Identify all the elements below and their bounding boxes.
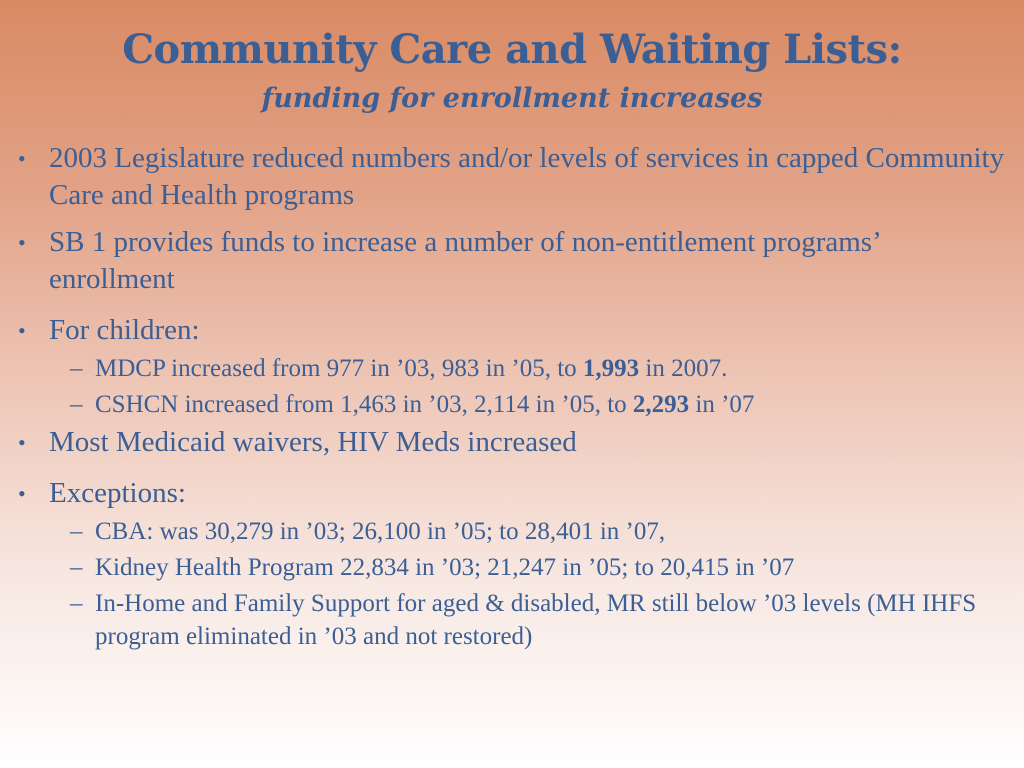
sub-text-pre: MDCP increased from 977 in ’03, 983 in ’05, to <box>95 355 583 382</box>
bullet-item-legislature <box>18 140 1008 214</box>
sub-item-cshcn <box>18 388 1008 421</box>
bullet-item-sb1 <box>18 224 1008 298</box>
dash-icon: – <box>70 355 83 382</box>
sub-item-in-home <box>18 587 1008 653</box>
bullet-text: Most Medicaid waivers, HIV Meds increased <box>49 426 577 458</box>
dash-icon: – <box>70 391 83 418</box>
sub-text-bold: 1,993 <box>582 355 640 382</box>
sub-text-post: in 2007. <box>639 355 728 382</box>
sub-text-pre: CSHCN increased from 1,463 in ’03, 2,114 in ’05, to <box>95 391 633 418</box>
bullet-icon: • <box>18 146 26 171</box>
slide-subtitle: funding for enrollment increases <box>261 83 763 114</box>
sub-text: In-Home and Family Support for aged & disabled, MR still below ’03 levels (MH IHFS program eliminated in ’03 and not restored) <box>95 590 977 650</box>
bullet-icon: • <box>18 430 26 455</box>
sub-item-cba <box>18 515 1008 548</box>
bullet-item-exceptions <box>18 475 1008 512</box>
sub-text-post: in ’07 <box>689 391 755 418</box>
bullet-text: 2003 Legislature reduced numbers and/or levels of services in capped Community Care and Health programs <box>49 142 1005 211</box>
bullet-list <box>18 140 1008 653</box>
bullet-item-medicaid <box>18 424 1008 461</box>
bullet-icon: • <box>18 230 26 255</box>
dash-icon: – <box>70 518 83 545</box>
dash-icon: – <box>70 554 83 581</box>
sub-text: CBA: was 30,279 in ’03; 26,100 in ’05; to 28,401 in ’07, <box>95 518 666 545</box>
sub-text: Kidney Health Program 22,834 in ’03; 21,247 in ’05; to 20,415 in ’07 <box>95 554 795 581</box>
sub-item-mdcp <box>18 352 1008 385</box>
bullet-icon: • <box>18 481 26 506</box>
bullet-text: SB 1 provides funds to increase a number of non-entitlement programs’ enrollment <box>49 226 880 295</box>
slide-title: Community Care and Waiting Lists: <box>122 26 902 73</box>
bullet-text: Exceptions: <box>49 477 186 509</box>
bullet-item-children <box>18 312 1008 349</box>
sub-text-bold: 2,293 <box>632 391 690 418</box>
sub-item-kidney <box>18 551 1008 584</box>
dash-icon: – <box>70 590 83 617</box>
bullet-text: For children: <box>49 314 200 346</box>
bullet-icon: • <box>18 318 26 343</box>
